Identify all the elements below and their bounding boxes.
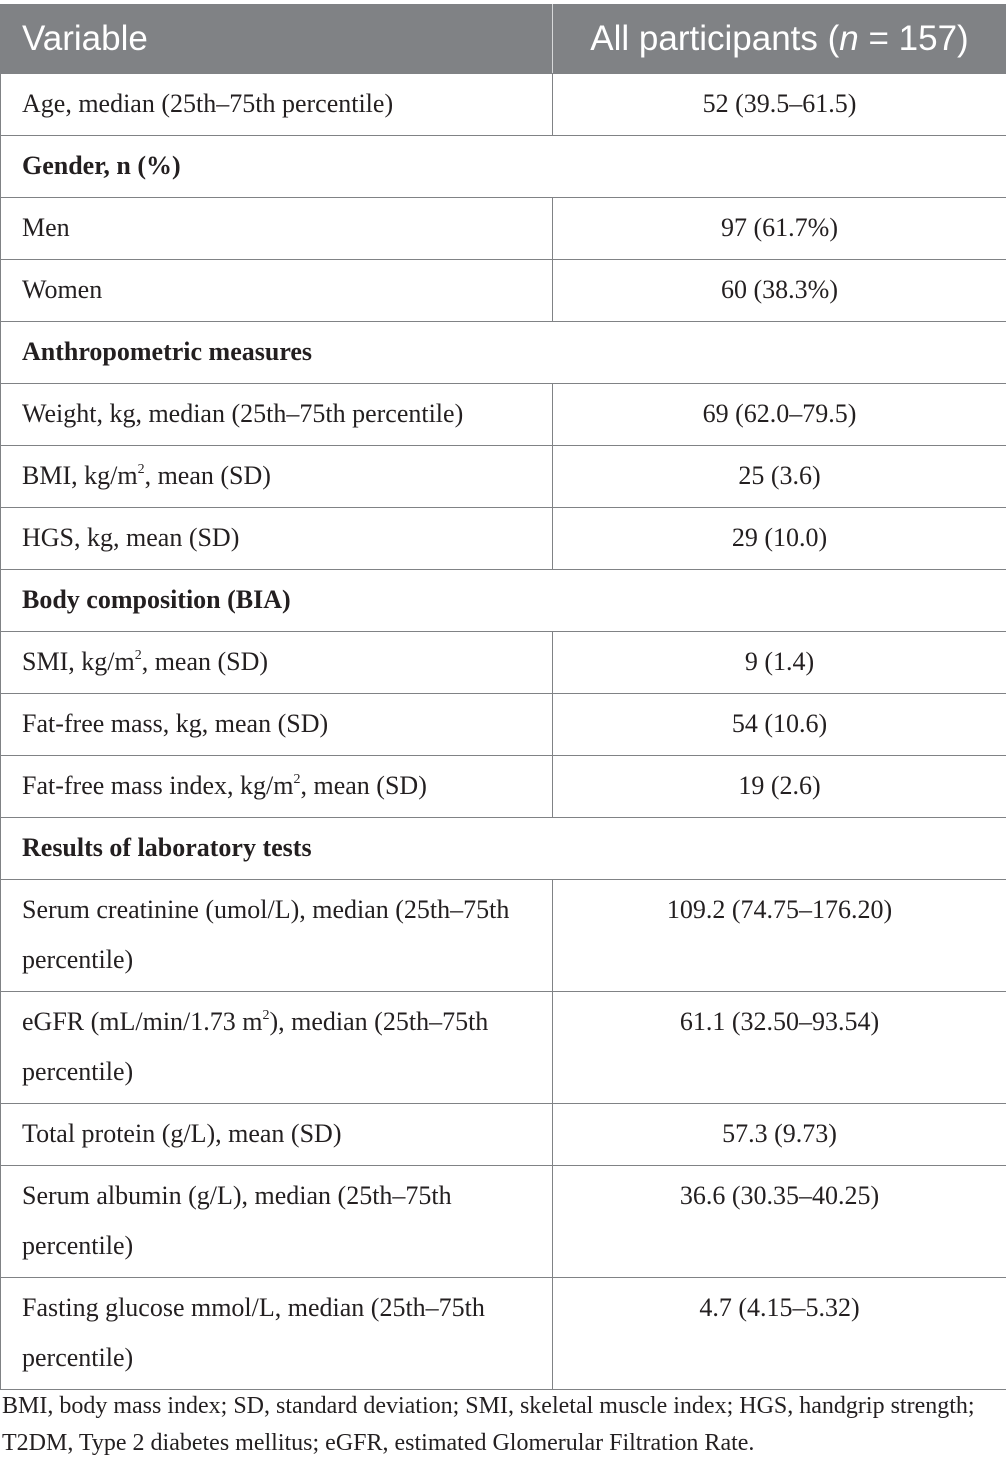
table-row-fat-free-mass: [1, 694, 1006, 756]
table-row-age: [1, 74, 1006, 136]
variable-text: eGFR (mL/min/1.73 m: [22, 1007, 263, 1036]
variable-text: ), median (25th–75th percentile): [22, 1007, 489, 1086]
variable-text: , mean (SD): [141, 647, 269, 676]
header-participants-prefix: All participants (: [590, 19, 840, 58]
header-row: [1, 5, 1006, 74]
variable-cell: [1, 992, 553, 1104]
value-cell: 19 (2.6): [553, 756, 1006, 818]
section-heading: Anthropometric measures: [1, 322, 1006, 384]
table-row-egfr: [1, 992, 1006, 1104]
variable-cell: Age, median (25th–75th percentile): [1, 74, 553, 136]
table-row-fasting-glucose: [1, 1278, 1006, 1390]
table-footnote: BMI, body mass index; SD, standard deviation; SMI, skeletal muscle index; HGS, handgrip strength; T2DM, Type 2 diabetes mellitus; eGFR, estimated Glomerular Filtration Rate.: [2, 1393, 975, 1456]
value-cell: 4.7 (4.15–5.32): [553, 1278, 1006, 1390]
variable-cell: Serum albumin (g/L), median (25th–75th percentile): [1, 1166, 553, 1278]
superscript: 2: [137, 462, 145, 477]
header-variable: Variable: [1, 5, 553, 74]
table-row-women: [1, 260, 1006, 322]
table-row-men: [1, 198, 1006, 260]
variable-cell: Fat-free mass, kg, mean (SD): [1, 694, 553, 756]
section-heading: Gender, n (%): [1, 136, 1006, 198]
section-row-anthropometric: [1, 322, 1006, 384]
value-cell: 36.6 (30.35–40.25): [553, 1166, 1006, 1278]
variable-cell: Fasting glucose mmol/L, median (25th–75th percentile): [1, 1278, 553, 1390]
variable-cell: [1, 446, 553, 508]
value-cell: 29 (10.0): [553, 508, 1006, 570]
variable-text: , mean (SD): [300, 771, 427, 800]
section-row-gender: [1, 136, 1006, 198]
variable-cell: Weight, kg, median (25th–75th percentile): [1, 384, 553, 446]
table-row-weight: [1, 384, 1006, 446]
table-body: [1, 74, 1006, 1390]
value-cell: 69 (62.0–79.5): [553, 384, 1006, 446]
superscript: 2: [293, 772, 301, 787]
value-cell: 54 (10.6): [553, 694, 1006, 756]
table-row-serum-creatinine: [1, 880, 1006, 992]
value-cell: 52 (39.5–61.5): [553, 74, 1006, 136]
section-heading: Results of laboratory tests: [1, 818, 1006, 880]
superscript: 2: [134, 648, 142, 663]
table-row-fat-free-mass-index: [1, 756, 1006, 818]
variable-text: BMI, kg/m: [22, 461, 138, 490]
value-cell: 60 (38.3%): [553, 260, 1006, 322]
variable-cell: Men: [1, 198, 553, 260]
value-cell: 97 (61.7%): [553, 198, 1006, 260]
value-cell: 61.1 (32.50–93.54): [553, 992, 1006, 1104]
section-row-body-composition: [1, 570, 1006, 632]
header-all-participants: [553, 5, 1006, 74]
superscript: 2: [262, 1008, 270, 1023]
section-row-laboratory: [1, 818, 1006, 880]
table-row-serum-albumin: [1, 1166, 1006, 1278]
table-row-smi: [1, 632, 1006, 694]
value-cell: 109.2 (74.75–176.20): [553, 880, 1006, 992]
section-heading: Body composition (BIA): [1, 570, 1006, 632]
characteristics-table: [0, 4, 1006, 1390]
variable-text: Fat-free mass index, kg/m: [22, 771, 294, 800]
variable-cell: Serum creatinine (umol/L), median (25th–75th percentile): [1, 880, 553, 992]
variable-text: , mean (SD): [144, 461, 271, 490]
variable-cell: HGS, kg, mean (SD): [1, 508, 553, 570]
variable-text: SMI, kg/m: [22, 647, 135, 676]
variable-cell: [1, 756, 553, 818]
value-cell: 9 (1.4): [553, 632, 1006, 694]
variable-cell: Total protein (g/L), mean (SD): [1, 1104, 553, 1166]
variable-cell: Women: [1, 260, 553, 322]
table-row-bmi: [1, 446, 1006, 508]
variable-cell: [1, 632, 553, 694]
table-header: [1, 5, 1006, 74]
header-participants-n: n: [839, 19, 859, 58]
value-cell: 57.3 (9.73): [553, 1104, 1006, 1166]
header-participants-suffix: = 157): [858, 19, 969, 58]
characteristics-table-container: [0, 4, 1006, 1390]
value-cell: 25 (3.6): [553, 446, 1006, 508]
table-row-hgs: [1, 508, 1006, 570]
table-row-total-protein: [1, 1104, 1006, 1166]
